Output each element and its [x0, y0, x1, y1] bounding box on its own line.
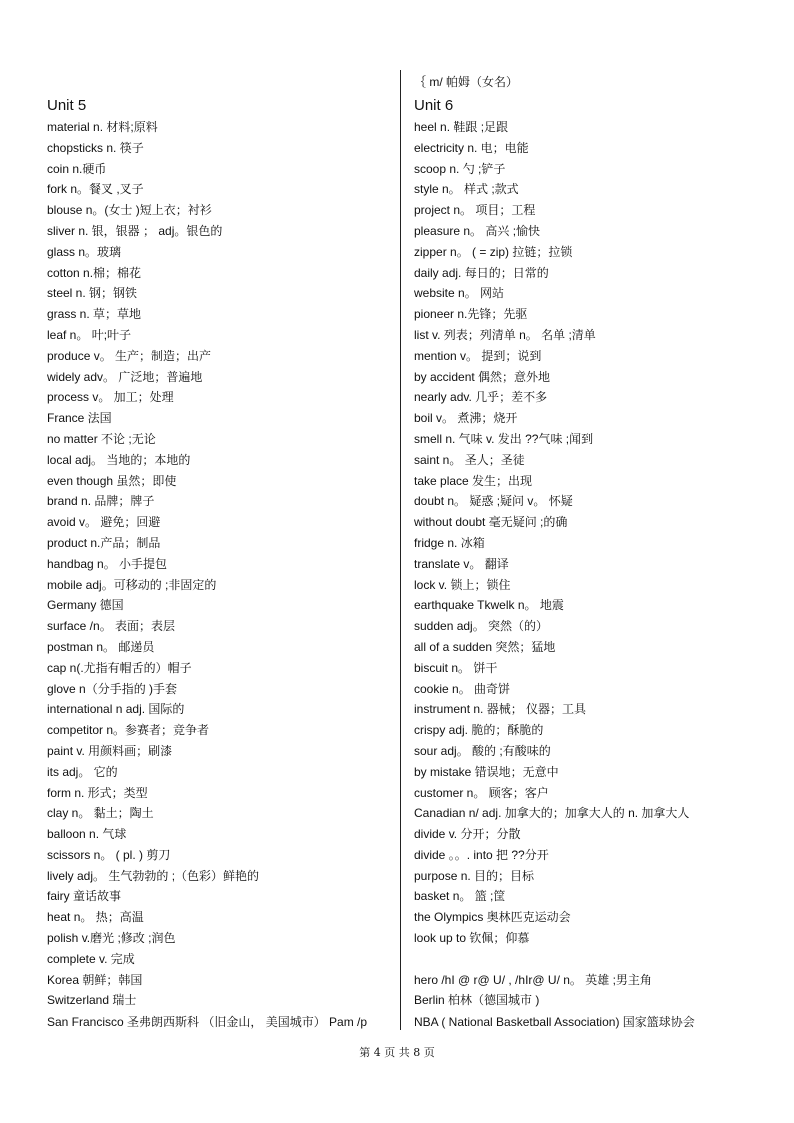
vocab-entry: clay n。 黏土；陶土	[47, 806, 154, 821]
vocab-entry: heat n。 热；高温	[47, 910, 144, 925]
right-top-note: ｛ m/ 帕姆（女名）	[414, 75, 518, 89]
vocab-entry: website n。 网站	[414, 286, 505, 301]
unit-title: Unit 5	[47, 97, 87, 114]
right-column	[414, 95, 774, 1011]
vocab-entry: no matter 不论 ;无论	[47, 431, 156, 446]
vocab-entry: purpose n. 目的；目标	[414, 868, 535, 883]
vocab-entry: cap n(.尤指有帽舌的）帽子	[47, 660, 192, 675]
vocab-entry: France 法国	[47, 411, 112, 426]
vocab-entry: customer n。 顾客；客户	[414, 785, 549, 800]
vocab-entry: balloon n. 气球	[47, 827, 127, 842]
vocab-entry: its adj。 它的	[47, 764, 118, 779]
vocab-entry: crispy adj. 脆的；酥脆的	[414, 723, 544, 738]
vocab-entry	[414, 949, 774, 970]
vocab-entry: Berlin 柏林（德国城市 )	[414, 993, 540, 1008]
vocab-entry: steel n. 钢；钢铁	[47, 286, 138, 301]
vocab-entry: competitor n。参赛者；竞争者	[47, 723, 210, 738]
vocab-entry: Germany 德国	[47, 598, 124, 613]
vocab-entry: leaf n。 叶;叶子	[47, 327, 132, 342]
vocab-entry: postman n。 邮递员	[47, 639, 155, 654]
vocab-entry: paint v. 用颜料画；刷漆	[47, 743, 173, 758]
vocab-entry: list v. 列表；列清单 n。 名单 ;清单	[414, 327, 596, 342]
vocab-entry: sudden adj。 突然（的）	[414, 619, 549, 634]
vocab-entry: daily adj. 每日的；日常的	[414, 265, 549, 280]
left-column	[47, 95, 392, 1011]
vocab-entry: chopsticks n. 筷子	[47, 140, 144, 155]
vocab-entry: the Olympics 奥林匹克运动会	[414, 910, 571, 925]
vocab-entry: international n adj. 国际的	[47, 702, 185, 717]
vocab-entry: glove n（分手指的 )手套	[47, 681, 178, 696]
vocab-entry: blouse n。(女士 )短上衣；衬衫	[47, 203, 212, 218]
vocab-entry: project n。 项目；工程	[414, 203, 536, 218]
vocab-entry: coin n.硬币	[47, 161, 107, 176]
vocab-entry: Switzerland 瑞士	[47, 993, 137, 1008]
right-last-line: NBA ( National Basketball Association) 国家篮球协会	[414, 1015, 695, 1029]
vocab-entry: biscuit n。 饼干	[414, 660, 498, 675]
vocab-entry: avoid v。 避免；回避	[47, 515, 161, 530]
vocab-entry: fairy 童话故事	[47, 889, 122, 904]
vocab-entry: surface /n。 表面；表层	[47, 619, 176, 634]
vocab-entry: instrument n. 器械； 仪器；工具	[414, 702, 587, 717]
vocab-entry: scissors n。 ( pl. ) 剪刀	[47, 847, 171, 862]
vocab-entry: divide v. 分开；分散	[414, 827, 521, 842]
vocab-entry: zipper n。 ( = zip) 拉链；拉锁	[414, 244, 573, 259]
vocab-entry: brand n. 品牌；牌子	[47, 494, 155, 509]
vocab-entry: process v。 加工；处理	[47, 390, 174, 405]
vocab-entry: complete v. 完成	[47, 951, 135, 966]
vocab-entry: by mistake 错误地；无意中	[414, 764, 559, 779]
vocab-entry: hero /hI @ r@ U/ , /hIr@ U/ n。 英雄 ;男主角	[414, 972, 652, 987]
vocab-entry: pleasure n。 高兴 ;愉快	[414, 223, 541, 238]
vocab-entry: Korea 朝鲜；韩国	[47, 972, 143, 987]
vocab-entry: lock v. 锁上；锁住	[414, 577, 511, 592]
page-footer: 第 4 页 共 8 页	[359, 1046, 435, 1059]
vocab-entry: Canadian n/ adj. 加拿大的；加拿大人的 n. 加拿大人	[414, 806, 690, 821]
vocab-entry: nearly adv. 几乎；差不多	[414, 390, 548, 405]
vocab-entry: lively adj。 生气勃勃的 ;（色彩）鲜艳的	[47, 868, 260, 883]
vocab-entry: smell n. 气味 v. 发出 ??气味 ;闻到	[414, 431, 594, 446]
vocab-entry: produce v。 生产；制造；出产	[47, 348, 212, 363]
vocab-entry: all of a sudden 突然；猛地	[414, 639, 556, 654]
vocab-entry: polish v.磨光 ;修改 ;润色	[47, 931, 176, 946]
vocab-entry: divide 。。. into 把 ??分开	[414, 847, 549, 862]
vocab-entry: look up to 钦佩；仰慕	[414, 931, 530, 946]
vocab-entry: earthquake Tkwelk n。 地震	[414, 598, 564, 613]
vocab-entry: sour adj。 酸的 ;有酸味的	[414, 743, 551, 758]
vocab-entry: handbag n。 小手提包	[47, 556, 168, 571]
vocab-entry: mobile adj。可移动的 ;非固定的	[47, 577, 217, 592]
column-divider	[400, 70, 401, 1030]
vocab-entry: doubt n。 疑惑 ;疑问 v。 怀疑	[414, 494, 573, 509]
vocab-entry: cotton n.棉；棉花	[47, 265, 142, 280]
vocab-entry: grass n. 草；草地	[47, 307, 142, 322]
vocab-entry: take place 发生；出现	[414, 473, 533, 488]
vocab-entry: without doubt 毫无疑问 ;的确	[414, 515, 568, 530]
vocab-entry: sliver n. 银，银器 ； adj。银色的	[47, 223, 223, 238]
vocab-entry: pioneer n.先锋；先驱	[414, 307, 528, 322]
vocab-entry: widely adv。 广泛地；普遍地	[47, 369, 203, 384]
vocab-entry: style n。 样式 ;款式	[414, 182, 519, 197]
vocab-entry: product n.产品；制品	[47, 535, 161, 550]
vocab-entry: by accident 偶然；意外地	[414, 369, 551, 384]
vocab-entry: fridge n. 冰箱	[414, 535, 485, 550]
vocab-entry: translate v。 翻译	[414, 556, 509, 571]
vocab-entry: even though 虽然；即使	[47, 473, 177, 488]
vocab-entry: mention v。 提到；说到	[414, 348, 542, 363]
unit-title: Unit 6	[414, 97, 454, 114]
vocab-entry: cookie n。 曲奇饼	[414, 681, 511, 696]
vocab-entry: fork n。餐叉 ,叉子	[47, 182, 144, 197]
vocab-entry: saint n。 圣人；圣徒	[414, 452, 525, 467]
vocab-entry: material n. 材料;原料	[47, 120, 158, 134]
vocab-entry: form n. 形式；类型	[47, 785, 148, 800]
left-last-line: San Francisco 圣弗朗西斯科 （旧金山， 美国城市） Pam /p	[47, 1015, 368, 1029]
vocab-entry: heel n. 鞋跟 ;足跟	[414, 120, 509, 134]
vocab-entry: glass n。玻璃	[47, 244, 122, 259]
vocab-entry: scoop n. 勺 ;铲子	[414, 161, 506, 176]
vocab-entry: local adj。 当地的；本地的	[47, 452, 191, 467]
vocab-entry: boil v。 煮沸；烧开	[414, 411, 518, 426]
vocab-entry: electricity n. 电；电能	[414, 140, 529, 155]
vocab-entry: basket n。 篮 ;筐	[414, 889, 506, 904]
